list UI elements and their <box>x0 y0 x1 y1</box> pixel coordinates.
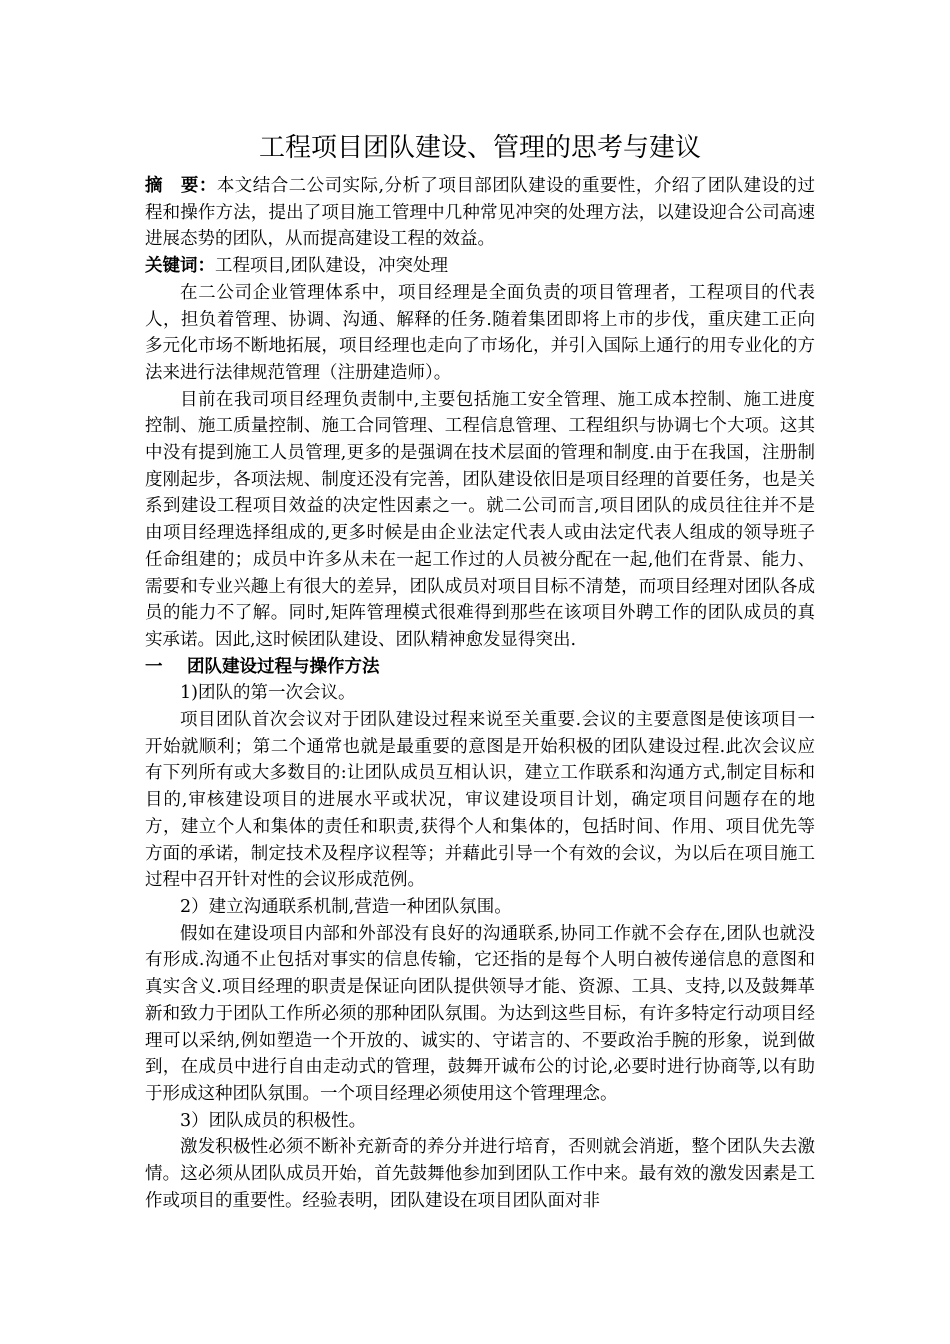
keywords-label: 关键词： <box>145 256 215 277</box>
abstract-text: 本文结合二公司实际,分析了项目部团队建设的重要性，介绍了团队建设的过程和操作方法，提出了项目施工管理中几种常见冲突的处理方法，以建设迎合公司高速进展态势的团队，从而提高建设工程的效益。 <box>145 176 816 250</box>
subsection-title-1: 1)团队的第一次会议。 <box>180 683 356 704</box>
section-number: 一 <box>145 656 163 677</box>
document-page <box>145 128 815 1214</box>
subsection-title-2: 2）建立沟通联系机制,营造一种团队氛围。 <box>180 896 512 917</box>
subsection-text-3: 激发积极性必须不断补充新奇的养分并进行培育，否则就会消逝，整个团队失去激情。这必须从团队成员开始，首先鼓舞他参加到团队工作中来。最有效的激发因素是工作或项目的重要性。经验表明，团队建设在项目团队面对非 <box>145 1137 815 1211</box>
document-title: 工程项目团队建设、管理的思考与建议 <box>258 133 701 163</box>
intro-paragraph-1: 在二公司企业管理体系中，项目经理是全面负责的项目管理者，工程项目的代表人，担负着管理、协调、沟通、解释的任务.随着集团即将上市的步伐，重庆建工正向多元化市场不断地拓展，项目经理也走向了市场化，并引入国际上通行的用专业化的方法来进行法律规范管理（注册建造师）。 <box>145 282 815 383</box>
keywords-text: 工程项目,团队建设，冲突处理 <box>215 256 449 277</box>
intro-paragraph-2: 目前在我司项目经理负责制中,主要包括施工安全管理、施工成本控制、施工进度控制、施工质量控制、施工合同管理、工程信息管理、工程组织与协调七个大项。这其中没有提到施工人员管理,更多的是强调在技术层面的管理和制度.由于在我国，注册制度刚起步，各项法规、制度还没有完善，团队建设依旧是项目经理的首要任务，也是关系到建设工程项目效益的决定性因素之一。就二公司而言,项目团队的成员往往并不是由项目经理选择组成的,更多时候是由企业法定代表人或由法定代表人组成的领导班子任命组建的；成员中许多从未在一起工作过的人员被分配在一起,他们在背景、能力、需要和专业兴趣上有很大的差异，团队成员对项目目标不清楚，而项目经理对团队各成员的能力不了解。同时,矩阵管理模式很难得到那些在该项目外聘工作的团队成员的真实承诺。因此,这时候团队建设、团队精神愈发显得突出. <box>145 389 815 650</box>
keywords-paragraph <box>145 253 815 280</box>
subsection-text-2: 假如在建设项目内部和外部没有良好的沟通联系,协同工作就不会存在,团队也就没有形成.沟通不止包括对事实的信息传输，它还指的是每个人明白被传递信息的意图和真实含义.项目经理的职责是保证向团队提供领导才能、资源、工具、支持,以及鼓舞革新和致力于团队工作所必须的那种团队氛围。为达到这些目标，有许多特定行动项目经理可以采纳,例如塑造一个开放的、诚实的、守诺言的、不要政治手腕的形象，说到做到，在成员中进行自由走动式的管理，鼓舞开诚布公的讨论,必要时进行协商等,以有助于形成这种团队氛围。一个项目经理必须使用这个管理理念。 <box>145 923 815 1104</box>
abstract-paragraph <box>145 173 815 253</box>
abstract-label: 摘 要： <box>145 176 217 196</box>
subsection-title-3: 3）团队成员的积极性。 <box>180 1110 367 1131</box>
section-heading-1 <box>145 654 815 681</box>
section-title: 团队建设过程与操作方法 <box>187 656 380 677</box>
subsection-text-1: 项目团队首次会议对于团队建设过程来说至关重要.会议的主要意图是使该项目一开始就顺利；第二个通常也就是最重要的意图是开始积极的团队建设过程.此次会议应有下列所有或大多数目的:让团队成员互相认识，建立工作联系和沟通方式,制定目标和目的,审核建设项目的进展水平或状况，审议建设项目计划，确定项目问题存在的地方，建立个人和集体的责任和职责,获得个人和集体的，包括时间、作用、项目优先等方面的承诺，制定技术及程序议程等；并藉此引导一个有效的会议，为以后在项目施工过程中召开针对性的会议形成范例。 <box>145 710 815 891</box>
